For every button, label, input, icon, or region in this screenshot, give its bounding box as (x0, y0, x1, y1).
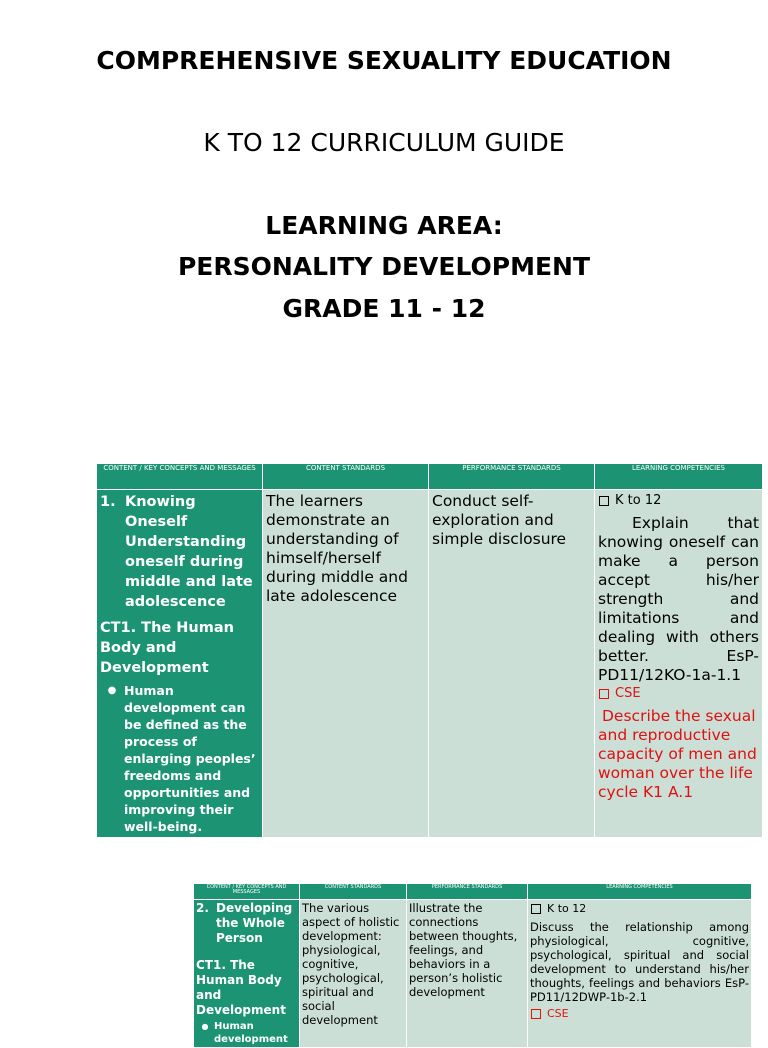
k12-competency-text: Explain that knowing oneself can make a person accept his/her strength and limitations and dealing with others better. EsP-PD11/12KO-1a-1.1 (598, 514, 759, 684)
competencies-cell (528, 900, 752, 1048)
curriculum-table-1 (96, 463, 763, 838)
bullet-text: Human development (214, 1021, 288, 1045)
checkbox-icon (531, 1009, 541, 1019)
cse-label (598, 685, 759, 703)
table-header-row (194, 884, 752, 900)
header-content-standards: CONTENT STANDARDS (263, 464, 429, 490)
content-standard-cell (263, 490, 429, 838)
content-cell (194, 900, 300, 1048)
bullet-text: Human development can be defined as the process of enlarging peoples’ freedoms and opportunities and improving their well-being. (124, 683, 256, 834)
content-standard-cell (300, 900, 407, 1048)
performance-standard-text: Conduct self-exploration and simple disclosure (432, 492, 567, 548)
performance-standard-cell (407, 900, 528, 1048)
checkbox-icon (599, 689, 609, 699)
core-theme: CT1. The Human Body and Development (196, 958, 286, 1017)
cse-label-text: CSE (547, 1007, 569, 1020)
cse-competency-text: Describe the sexual and reproductive capacity of men and woman over the life cycle K1 A.1 (598, 707, 757, 801)
item-title: Developing the Whole Person (216, 901, 293, 945)
table-row (97, 490, 763, 838)
performance-standard-text: Illustrate the connections between thoughts, feelings, and behaviors in a person’s holistic development (409, 901, 518, 999)
competencies-cell (595, 490, 763, 838)
header-content-standards: CONTENT STANDARDS (300, 884, 407, 900)
header-content: CONTENT / KEY CONCEPTS AND MESSAGES (194, 884, 300, 900)
header-content: CONTENT / KEY CONCEPTS AND MESSAGES (97, 464, 263, 490)
bullet-icon: ● (107, 685, 117, 696)
bullet-item (100, 682, 259, 835)
document-subtitle: K TO 12 CURRICULUM GUIDE (203, 128, 565, 157)
content-standard-text: The various aspect of holistic development: physiological, cognitive, psychological, spiritual and social development (302, 901, 400, 1027)
header-performance-standards: PERFORMANCE STANDARDS (407, 884, 528, 900)
core-theme: CT1. The Human Body and Development (100, 620, 234, 676)
item-title: Knowing Oneself Understanding oneself during middle and late adolescence (125, 494, 253, 610)
content-cell (97, 490, 263, 838)
content-standard-text: The learners demonstrate an understanding of himself/herself during middle and late adolescence (266, 492, 408, 605)
checkbox-icon (599, 496, 609, 506)
k12-label-text: K to 12 (615, 493, 662, 508)
subject-title: PERSONALITY DEVELOPMENT (177, 252, 591, 281)
item-number: 2. (196, 901, 209, 915)
k12-label (530, 901, 749, 916)
header-performance-standards: PERFORMANCE STANDARDS (429, 464, 595, 490)
item-number: 1. (100, 494, 116, 510)
document-title: COMPREHENSIVE SEXUALITY EDUCATION (96, 46, 672, 75)
cse-label-text: CSE (615, 686, 641, 701)
learning-area-label: LEARNING AREA: (265, 211, 503, 240)
bullet-icon: ● (201, 1022, 209, 1031)
content-item (196, 901, 297, 946)
header-learning-competencies: LEARNING COMPETENCIES (595, 464, 763, 490)
performance-standard-cell (429, 490, 595, 838)
k12-label-text: K to 12 (547, 902, 587, 915)
k12-competency-text: Discuss the relationship among physiological, cognitive, psychological, spiritual and social development to understand his/her thoughts, feelings and behaviors EsP-PD11/12DWP-1b-2.1 (530, 920, 749, 1004)
curriculum-table-2 (193, 883, 752, 1048)
table-row (194, 900, 752, 1048)
header-learning-competencies: LEARNING COMPETENCIES (528, 884, 752, 900)
checkbox-icon (531, 904, 541, 914)
content-item (100, 492, 259, 612)
k12-label (598, 492, 759, 510)
grade-level: GRADE 11 - 12 (282, 294, 486, 323)
cse-label (530, 1006, 749, 1021)
table-header-row (97, 464, 763, 490)
